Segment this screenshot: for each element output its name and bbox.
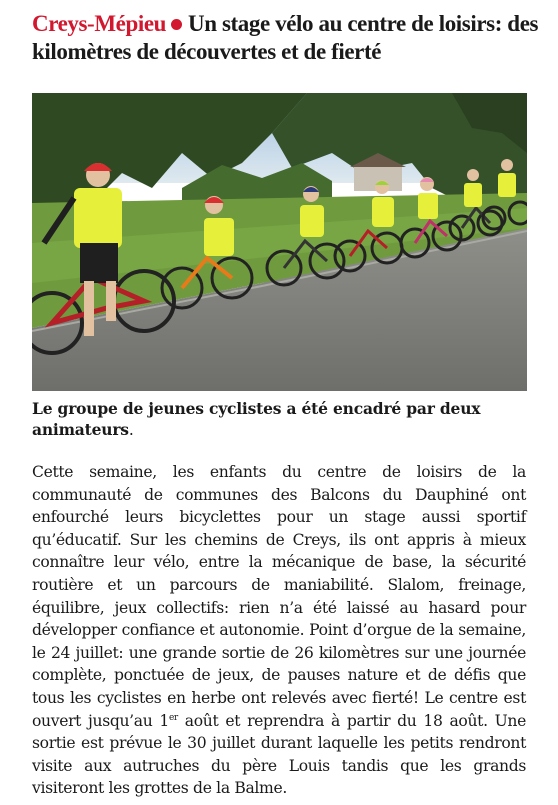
caption-text: Le groupe de jeunes cyclistes a été encadré par deux animateurs: [32, 399, 481, 439]
headline: [32, 10, 542, 66]
bullet-dot-icon: [171, 19, 182, 30]
photo-caption: [32, 398, 527, 441]
article-body: [32, 461, 526, 800]
article-photo: [32, 93, 527, 391]
caption-period: .: [128, 421, 134, 439]
headline-text: Un stage vélo au centre de loisirs: des kilomètres de découvertes et de fierté: [32, 11, 539, 64]
body-text-part2: août et reprendra à partir du 18 août. Une sortie est prévue le 30 juillet durant laquelle les petits rendront visite aux autruches du père Louis tandis que les grands visiteront les grottes de la Balme.: [32, 711, 526, 798]
body-superscript: er: [168, 712, 178, 723]
location-label: Creys-Mépieu: [32, 11, 167, 36]
body-text-part1: Cette semaine, les enfants du centre de loisirs de la communauté de communes des Balcons du Dauphiné ont enfourché leurs bicyclettes pour un stage aussi sportif qu’éducatif. Sur les chemins de Creys, ils ont appris à mieux connaître leur vélo, entre la mécanique de base, la sécurité routière et un parcours de maniabilité. Slalom, freinage, équilibre, jeux collectifs: rien n’a été laissé au hasard pour développer confiance et autonomie. Point d’orgue de la semaine, le 24 juillet: une grande sortie de 26 kilomètres sur une journée complète, ponctuée de jeux, de pauses nature et de défis que tous les cyclistes en herbe ont relevés avec fierté! Le centre est ouvert jusqu’au 1: [32, 463, 526, 730]
